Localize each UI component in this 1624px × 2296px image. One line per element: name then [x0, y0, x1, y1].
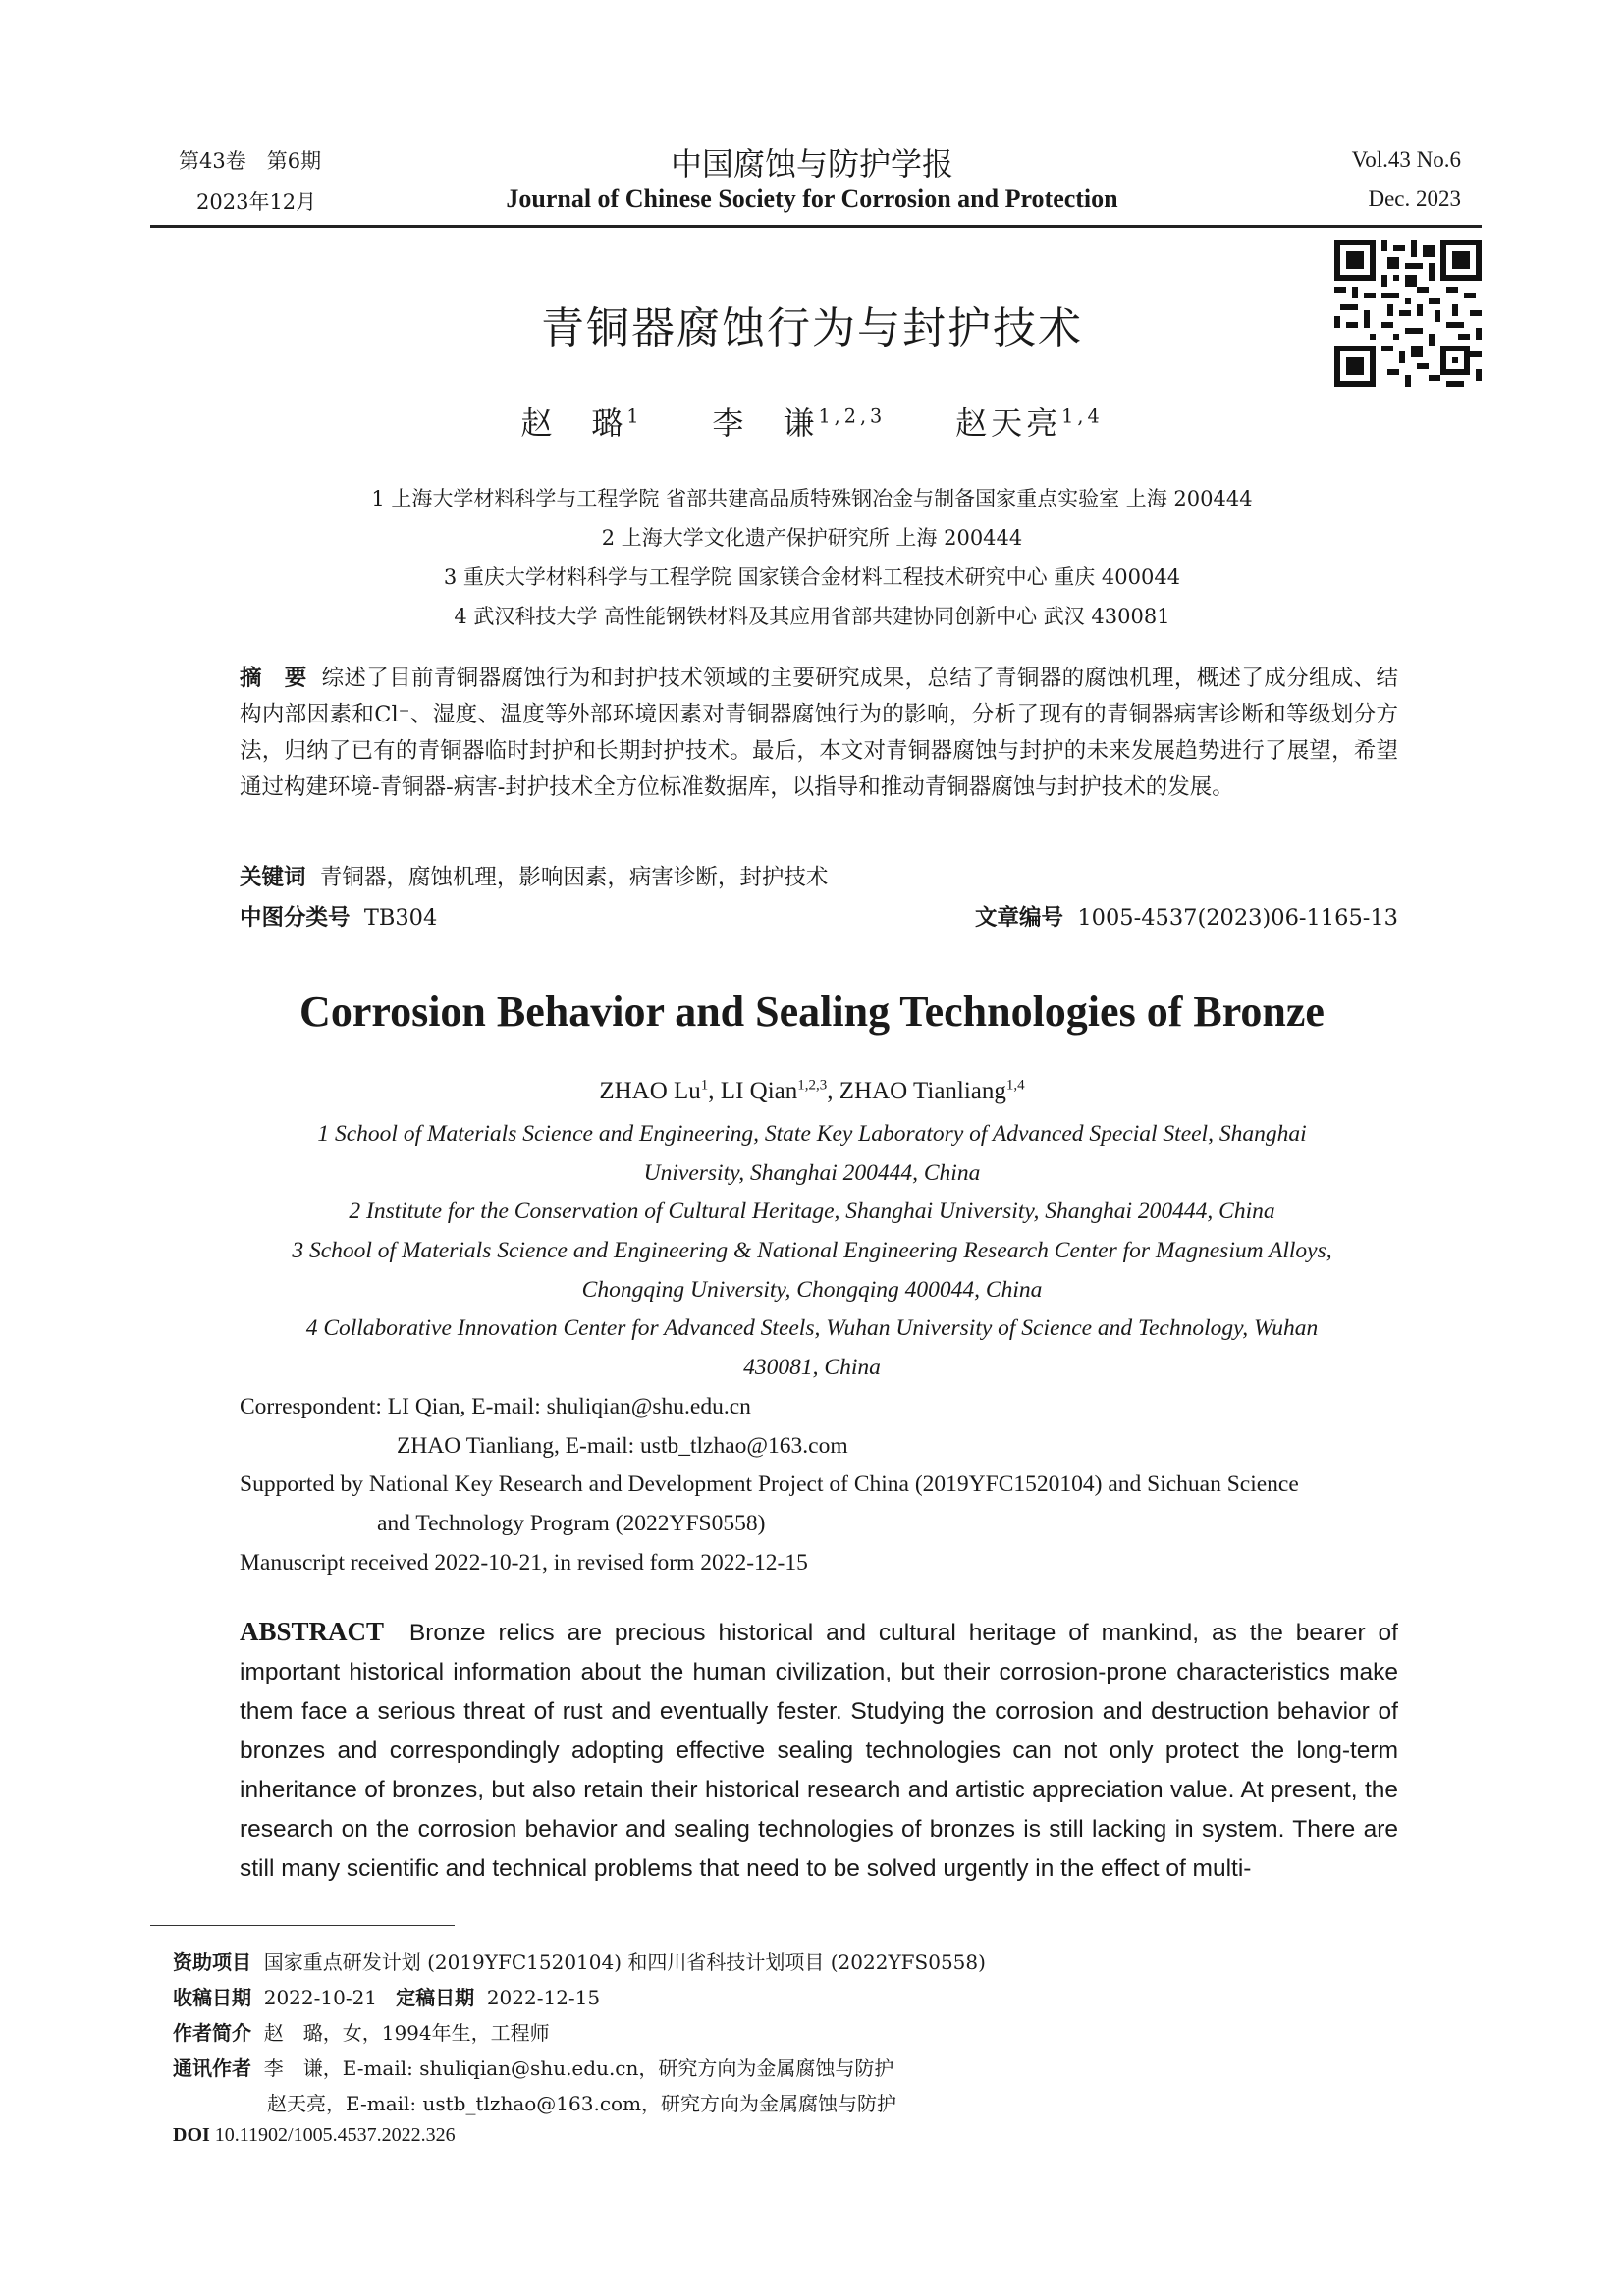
abstract-cn — [240, 661, 1398, 806]
classification-cn — [240, 900, 437, 932]
affiliation-en: 3 School of Materials Science and Engineering & National Engineering Research Center for Magnesium Alloys, — [292, 1238, 1332, 1263]
author-affiliation-mark: 1 — [626, 404, 643, 428]
author-affiliation-mark: 1,4 — [1061, 404, 1104, 428]
article-number-cn-text: 1005-4537(2023)06-1165-13 — [1077, 905, 1398, 931]
article-number-cn-label: 文章编号 — [975, 905, 1064, 931]
footnote-funding — [173, 1947, 986, 1975]
footnote-label: 定稿日期 — [396, 1986, 475, 2009]
funding-en: and Technology Program (2022YFS0558) — [377, 1511, 766, 1536]
doi[interactable] — [173, 2124, 456, 2147]
doi-value[interactable]: 10.11902/1005.4537.2022.326 — [214, 2124, 456, 2146]
affiliation-en: Chongqing University, Chongqing 400044, China — [581, 1277, 1043, 1303]
doi-label: DOI — [173, 2124, 210, 2146]
author-name-en: ZHAO Tianliang — [839, 1078, 1006, 1104]
footnote-text: 李 谦，E-mail: shuliqian@shu.edu.cn，研究方向为金属腐蚀与防护 — [263, 2056, 894, 2080]
article-title-en: Corrosion Behavior and Sealing Technologies of Bronze — [299, 988, 1325, 1036]
author-name-cn: 赵天亮 — [955, 404, 1062, 442]
funding-en: Supported by National Key Research and Development Project of China (2019YFC1520104) and Sichuan Science — [240, 1471, 1299, 1497]
affiliation-cn: 3 重庆大学材料科学与工程学院 国家镁合金材料工程技术研究中心 重庆 400044 — [443, 565, 1181, 589]
date-en: Dec. 2023 — [1368, 187, 1461, 211]
journal-name-en: Journal of Chinese Society for Corrosion and Protection — [506, 185, 1118, 213]
authors-cn — [0, 399, 1624, 444]
author-affiliation-mark: 1 — [700, 1077, 709, 1094]
author-name-en: LI Qian — [720, 1078, 798, 1104]
footnote-text: 赵 璐，女，1994年生，工程师 — [263, 2021, 550, 2045]
affiliation-en: 4 Collaborative Innovation Center for Advanced Steels, Wuhan University of Science and Technology, Wuhan — [305, 1315, 1319, 1341]
footnote-corresponding — [173, 2053, 893, 2081]
keywords-cn — [240, 860, 828, 891]
footnote-author — [173, 2017, 550, 2046]
abstract-en-text: Bronze relics are precious historical and cultural heritage of mankind, as the bearer of important historical information about the human civilization, but their corrosion-prone characteristics make them face a serious threat of rust and eventually fester. Studying the corrosion and destruction behavior of bronzes and correspondingly adopting effective sealing technologies can not only protect the long-term inheritance of bronzes, but also retain their historical research and artistic appreciation value. At present, the research on the corrosion behavior and sealing technologies of bronzes is still lacking in system. There are still many scientific and technical problems that need to be solved urgently in the effect of multi- — [240, 1620, 1398, 1882]
abstract-cn-text: 综述了目前青铜器腐蚀行为和封护技术领域的主要研究成果，总结了青铜器的腐蚀机理，概述了成分组成、结构内部因素和Cl⁻、湿度、温度等外部环境因素对青铜器腐蚀行为的影响，分析了现有的青铜器病害诊断和等级划分方法，归纳了已有的青铜器临时封护和长期封护技术。最后，本文对青铜器腐蚀与封护的未来发展趋势进行了展望，希望通过构建环境-青铜器-病害-封护技术全方位标准数据库，以指导和推动青铜器腐蚀与封护技术的发展。 — [240, 666, 1398, 800]
affiliation-en: University, Shanghai 200444, China — [643, 1160, 981, 1186]
footnote-rule — [150, 1925, 455, 1926]
article-title-cn: 青铜器腐蚀行为与封护技术 — [541, 303, 1083, 353]
abstract-cn-label: 摘 要 — [240, 666, 307, 691]
author-name-cn: 李 谦 — [712, 404, 819, 442]
author-affiliation-mark: 1,2,3 — [797, 1077, 828, 1094]
abstract-en-label: ABSTRACT — [240, 1617, 385, 1646]
affiliation-en: 430081, China — [743, 1355, 881, 1380]
classification-cn-label: 中图分类号 — [240, 905, 351, 931]
footnote-dates — [173, 1982, 600, 2010]
header-rule — [150, 225, 1482, 228]
affiliation-en: 1 School of Materials Science and Engineering, State Key Laboratory of Advanced Special Steel, Shanghai — [317, 1121, 1307, 1147]
footnote-text: 国家重点研发计划 (2019YFC1520104) 和四川省科技计划项目 (2022YFS0558) — [263, 1950, 986, 1974]
affiliation-cn: 1 上海大学材料科学与工程学院 省部共建高品质特殊钢冶金与制备国家重点实验室 上海 200444 — [371, 487, 1253, 510]
author-name-cn: 赵 璐 — [520, 404, 627, 442]
affiliation-cn: 4 武汉科技大学 高性能钢铁材料及其应用省部共建协同创新中心 武汉 430081 — [454, 605, 1170, 628]
article-number-cn — [975, 900, 1398, 932]
footnote-text: 2022-12-15 — [486, 1986, 601, 2009]
footnote-corresponding: 赵天亮，E-mail: ustb_tlzhao@163.com，研究方向为金属腐蚀与防护 — [267, 2092, 897, 2115]
footnote-label: 收稿日期 — [173, 1986, 251, 2009]
footnote-label: 作者简介 — [173, 2021, 251, 2045]
affiliation-cn: 2 上海大学文化遗产保护研究所 上海 200444 — [601, 526, 1023, 550]
volume-issue-en: Vol.43 No.6 — [1351, 147, 1461, 172]
manuscript-dates-en: Manuscript received 2022-10-21, in revised form 2022-12-15 — [240, 1550, 808, 1575]
footnote-text: 2022-10-21 — [263, 1986, 378, 2009]
classification-cn-text: TB304 — [363, 905, 438, 931]
abstract-en — [240, 1612, 1398, 1889]
footnote-label: 通讯作者 — [173, 2056, 251, 2080]
volume-issue-cn: 第43卷 第6期 — [179, 149, 322, 173]
footnote-label: 资助项目 — [173, 1950, 251, 1974]
author-affiliation-mark: 1,2,3 — [818, 404, 887, 428]
keywords-cn-label: 关键词 — [240, 865, 306, 890]
date-cn: 2023年12月 — [196, 190, 317, 214]
correspondent-en: Correspondent: LI Qian, E-mail: shuliqian@shu.edu.cn — [240, 1394, 751, 1419]
author-affiliation-mark: 1,4 — [1005, 1077, 1025, 1094]
correspondent-en: ZHAO Tianliang, E-mail: ustb_tlzhao@163.com — [397, 1433, 848, 1459]
author-name-en: ZHAO Lu — [599, 1078, 701, 1104]
authors-en: ZHAO Lu$^1$, LI Qian$^{1,2,3}$, ZHAO Tianliang$^{1,4}$ — [599, 1077, 1025, 1104]
affiliation-en: 2 Institute for the Conservation of Cultural Heritage, Shanghai University, Shanghai 200444, China — [349, 1199, 1275, 1224]
keywords-cn-text: 青铜器，腐蚀机理，影响因素，病害诊断，封护技术 — [319, 865, 829, 890]
journal-name-cn: 中国腐蚀与防护学报 — [670, 145, 953, 183]
